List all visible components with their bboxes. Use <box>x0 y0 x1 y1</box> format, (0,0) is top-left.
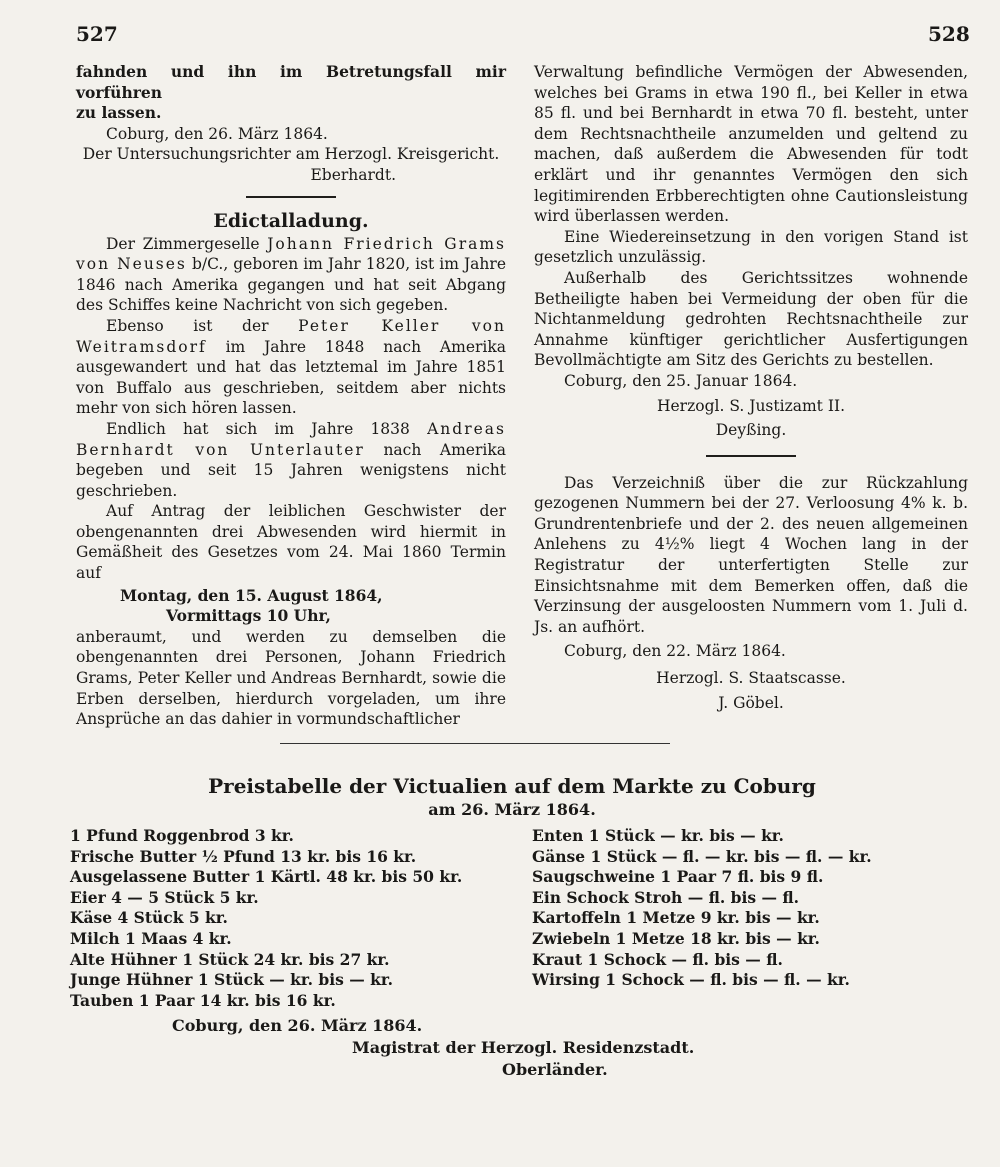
price-item: Kraut 1 Schock — fl. bis — fl. <box>532 949 783 969</box>
notice-date-3: Coburg, den 22. März 1864. <box>564 642 786 661</box>
price-table-subtitle: am 26. März 1864. <box>428 800 596 819</box>
price-item: Alte Hühner 1 Stück 24 kr. bis 27 kr. <box>70 949 390 969</box>
notice-name-1: Eberhardt. <box>310 165 396 184</box>
edict-paragraph-7: Außerhalb des Gerichtssitzes wohnende Betheiligte haben bei Vermeidung der oben für die Nichtanmeldung gedrohten Rechtsnachtheile zur Annahme künftiger gerichtlicher Ausfertigungen Bevollmächtigte am Sitz des Gerichts zu bestellen. <box>534 268 968 370</box>
price-item: Wirsing 1 Schock — fl. bis — fl. — kr. <box>532 970 850 990</box>
notice-date-2: Coburg, den 25. Januar 1864. <box>564 371 798 390</box>
price-table-signer: Magistrat der Herzogl. Residenzstadt. <box>352 1038 695 1057</box>
price-item: Käse 4 Stück 5 kr. <box>70 908 228 928</box>
edict-paragraph-6: Eine Wiedereinsetzung in den vorigen Stand ist gesetzlich unzulässig. <box>534 227 968 267</box>
price-item: Eier 4 — 5 Stück 5 kr. <box>70 887 259 907</box>
edict-paragraph-2: Ebenso ist der Peter Keller von Weitramsdorf im Jahre 1848 nach Amerika ausgewandert und hat das letztemal im Jahre 1851 von Buffalo aus geschrieben, seitdem aber nichts mehr von sich hören lassen. <box>76 316 506 418</box>
notice-signer-3: Herzogl. S. Staatscasse. <box>656 669 846 688</box>
term-time: Vormittags 10 Uhr, <box>166 606 331 626</box>
left-column <box>76 62 506 730</box>
price-item: Frische Butter ½ Pfund 13 kr. bis 16 kr. <box>70 846 417 866</box>
person-name-grams: Johann Friedrich Grams von Neuses <box>76 234 506 274</box>
price-item: Zwiebeln 1 Metze 18 kr. bis — kr. <box>532 928 820 948</box>
divider-rule-2 <box>706 455 796 457</box>
notice-date-1: Coburg, den 26. März 1864. <box>106 124 328 143</box>
page-number-right: 528 <box>928 22 970 46</box>
price-list-left <box>70 826 530 1011</box>
edict-paragraph-5b: Verwaltung befindliche Vermögen der Abwesenden, welches bei Grams in etwa 190 fl., bei Keller in etwa 85 fl. und bei Bernhardt in etwa 70 fl. besteht, unter dem Rechtsnachtheile anzumelden und geltend zu machen, daß außerdem die Abwesenden für todt erklärt und ihr genanntes Vermögen den sich legitimirenden Erbberechtigten ohne Cautionsleistung wird überlassen werden. <box>534 63 968 226</box>
notice-signer-1: Der Untersuchungsrichter am Herzogl. Kreisgericht. <box>82 145 500 164</box>
person-name-bernhardt: Andreas Bernhardt von Unterlauter <box>76 419 506 459</box>
price-item: Enten 1 Stück — kr. bis — kr. <box>532 826 784 845</box>
price-table-date: Coburg, den 26. März 1864. <box>172 1016 423 1035</box>
price-item: Ausgelassene Butter 1 Kärtl. 48 kr. bis 50 kr. <box>70 867 463 887</box>
price-item: Tauben 1 Paar 14 kr. bis 16 kr. <box>70 990 336 1010</box>
edict-paragraph-1: Der Zimmergeselle Johann Friedrich Grams von Neuses b/C., geboren im Jahr 1820, ist im Jahre 1846 nach Amerika gegangen und hat seit Abgang des Schiffes keine Nachricht von sich gegeben. <box>76 234 506 315</box>
price-item: Saugschweine 1 Paar 7 fl. bis 9 fl. <box>532 867 824 887</box>
price-item: Junge Hühner 1 Stück — kr. bis — kr. <box>70 970 394 990</box>
edict-paragraph-5a: anberaumt, und werden zu demselben die obengenannten drei Personen, Johann Friedrich Grams, Peter Keller und Andreas Bernhardt, sowie die Erben derselben, hierdurch vorgeladen, um ihre Ansprüche an das dahier in vormundschaftlicher <box>76 627 506 729</box>
opening-line-2: zu lassen. <box>76 103 162 123</box>
price-table-title: Preistabelle der Victualien auf dem Markte zu Coburg <box>208 774 816 798</box>
lottery-paragraph: Das Verzeichniß über die zur Rückzahlung gezogenen Nummern bei der 27. Verloosung 4% k. b. Grundrentenbriefe und der 2. des neuen allgemeinen Anlehens zu 4½% liegt 4 Wochen lang in der Registratur der unterfertigten Stelle zur Einsichtsnahme mit dem Bemerken offen, daß die Verzinsung der ausgeloosten Nummern vom 1. Juli d. Js. an aufhört. <box>534 473 968 636</box>
edict-paragraph-3: Endlich hat sich im Jahre 1838 Andreas Bernhardt von Unterlauter nach Amerika begeben und seit 15 Jahren wenigstens nicht geschrieben. <box>76 419 506 500</box>
price-item: Gänse 1 Stück — fl. — kr. bis — fl. — kr. <box>532 846 872 866</box>
edict-paragraph-4: Auf Antrag der leiblichen Geschwister der obengenannten drei Abwesenden wird hiermit in Gemäßheit des Gesetzes vom 24. Mai 1860 Termin auf <box>76 502 506 583</box>
page-number-left: 527 <box>76 22 118 46</box>
edict-heading: Edictalladung. <box>213 209 369 232</box>
price-item: Milch 1 Maas 4 kr. <box>70 928 232 948</box>
divider-rule <box>246 196 336 198</box>
notice-name-2: Deyßing. <box>715 421 787 440</box>
price-item: 1 Pfund Roggenbrod 3 kr. <box>70 826 294 845</box>
notice-signer-2: Herzogl. S. Justizamt II. <box>656 396 846 415</box>
person-name-keller: Peter Keller von Weitramsdorf <box>76 316 506 356</box>
price-item: Kartoffeln 1 Metze 9 kr. bis — kr. <box>532 908 820 928</box>
section-rule <box>280 743 670 744</box>
term-day: Montag, den 15. August 1864, <box>120 585 383 605</box>
price-item: Ein Schock Stroh — fl. bis — fl. <box>532 887 800 907</box>
right-column <box>534 62 968 713</box>
price-list-right <box>532 826 952 991</box>
price-table-name: Oberländer. <box>502 1060 608 1079</box>
opening-line-1: fahnden und ihn im Betretungsfall mir vorführen <box>76 62 506 102</box>
notice-name-3: J. Göbel. <box>718 693 784 712</box>
